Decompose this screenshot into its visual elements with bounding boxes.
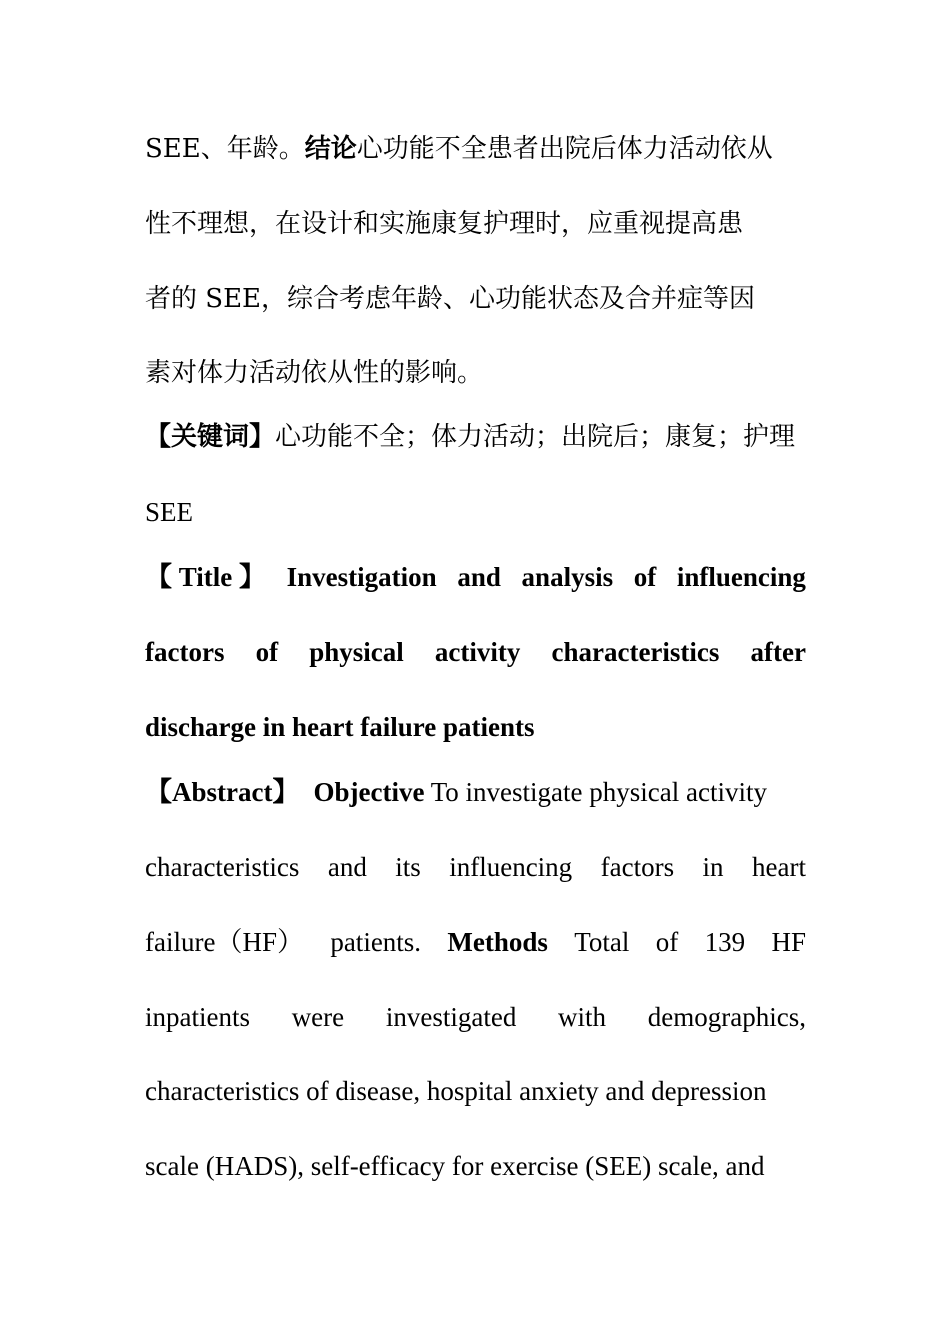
title-line-2 xyxy=(145,636,806,668)
abstract-word: with xyxy=(558,1002,607,1032)
abstract-word: in xyxy=(702,852,724,882)
title-word: Investigation xyxy=(286,562,437,592)
abstract-line-2 xyxy=(145,851,806,883)
abstract-line-1 xyxy=(145,776,806,808)
abstract-word: were xyxy=(291,1002,345,1032)
keywords-label: 【关键词】 xyxy=(145,422,276,452)
title-word: physical xyxy=(309,637,404,667)
keywords-line xyxy=(145,421,806,453)
conclusion-text: 心功能不全患者出院后体力活动依从 xyxy=(356,134,773,164)
abstract-word: influencing xyxy=(449,852,573,882)
conclusion-label: 结论 xyxy=(304,134,357,164)
abstract-label: 【Abstract】 xyxy=(145,777,300,807)
abstract-word: characteristics xyxy=(145,852,300,882)
cn-conclusion-line-2: 性不理想，在设计和实施康复护理时，应重视提高患 xyxy=(145,209,744,239)
objective-label: Objective xyxy=(313,777,425,807)
cn-conclusion-line-1 xyxy=(145,133,806,165)
abstract-word: Total xyxy=(574,927,630,957)
keywords-text: 心功能不全；体力活动；出院后；康复；护理 xyxy=(275,422,796,452)
abstract-word: heart xyxy=(751,852,806,882)
title-word: influencing xyxy=(676,562,806,592)
cn-conclusion-line-3: 者的 SEE，综合考虑年龄、心功能状态及合并症等因 xyxy=(145,284,756,314)
title-word: and xyxy=(457,562,501,592)
title-line-1 xyxy=(145,561,806,593)
title-word: activity xyxy=(434,637,521,667)
abstract-word: of xyxy=(655,927,679,957)
abstract-line-6: scale (HADS), self-efficacy for exercise (SEE) scale, and xyxy=(145,1151,765,1181)
methods-label: Methods xyxy=(447,927,548,957)
keywords-continuation: SEE xyxy=(145,497,194,527)
title-word: factors xyxy=(145,637,225,667)
abstract-word: 139 xyxy=(704,927,746,957)
title-label: 【 Title 】 xyxy=(145,562,266,592)
title-line-3: discharge in heart failure patients xyxy=(145,712,535,742)
abstract-line-3 xyxy=(145,926,806,958)
title-word: of xyxy=(633,562,657,592)
abstract-word: failure（HF） xyxy=(145,927,304,957)
abstract-word: demographics, xyxy=(647,1002,806,1032)
abstract-word: and xyxy=(327,852,367,882)
abstract-word: patients. xyxy=(330,927,422,957)
abstract-word: investigated xyxy=(385,1002,517,1032)
abstract-word: its xyxy=(395,852,421,882)
title-word: characteristics xyxy=(551,637,720,667)
cn-lead-text: SEE、年龄。 xyxy=(145,134,305,164)
cn-conclusion-line-4: 素对体力活动依从性的影响。 xyxy=(145,358,484,388)
abstract-word: HF xyxy=(771,927,806,957)
abstract-line-4 xyxy=(145,1001,806,1033)
title-word: after xyxy=(750,637,806,667)
title-word: of xyxy=(255,637,279,667)
title-word: analysis xyxy=(521,562,614,592)
abstract-line-5: characteristics of disease, hospital anxiety and depression xyxy=(145,1076,767,1106)
objective-text: To investigate physical activity xyxy=(430,777,767,807)
abstract-word: factors xyxy=(600,852,675,882)
abstract-word: inpatients xyxy=(145,1002,250,1032)
